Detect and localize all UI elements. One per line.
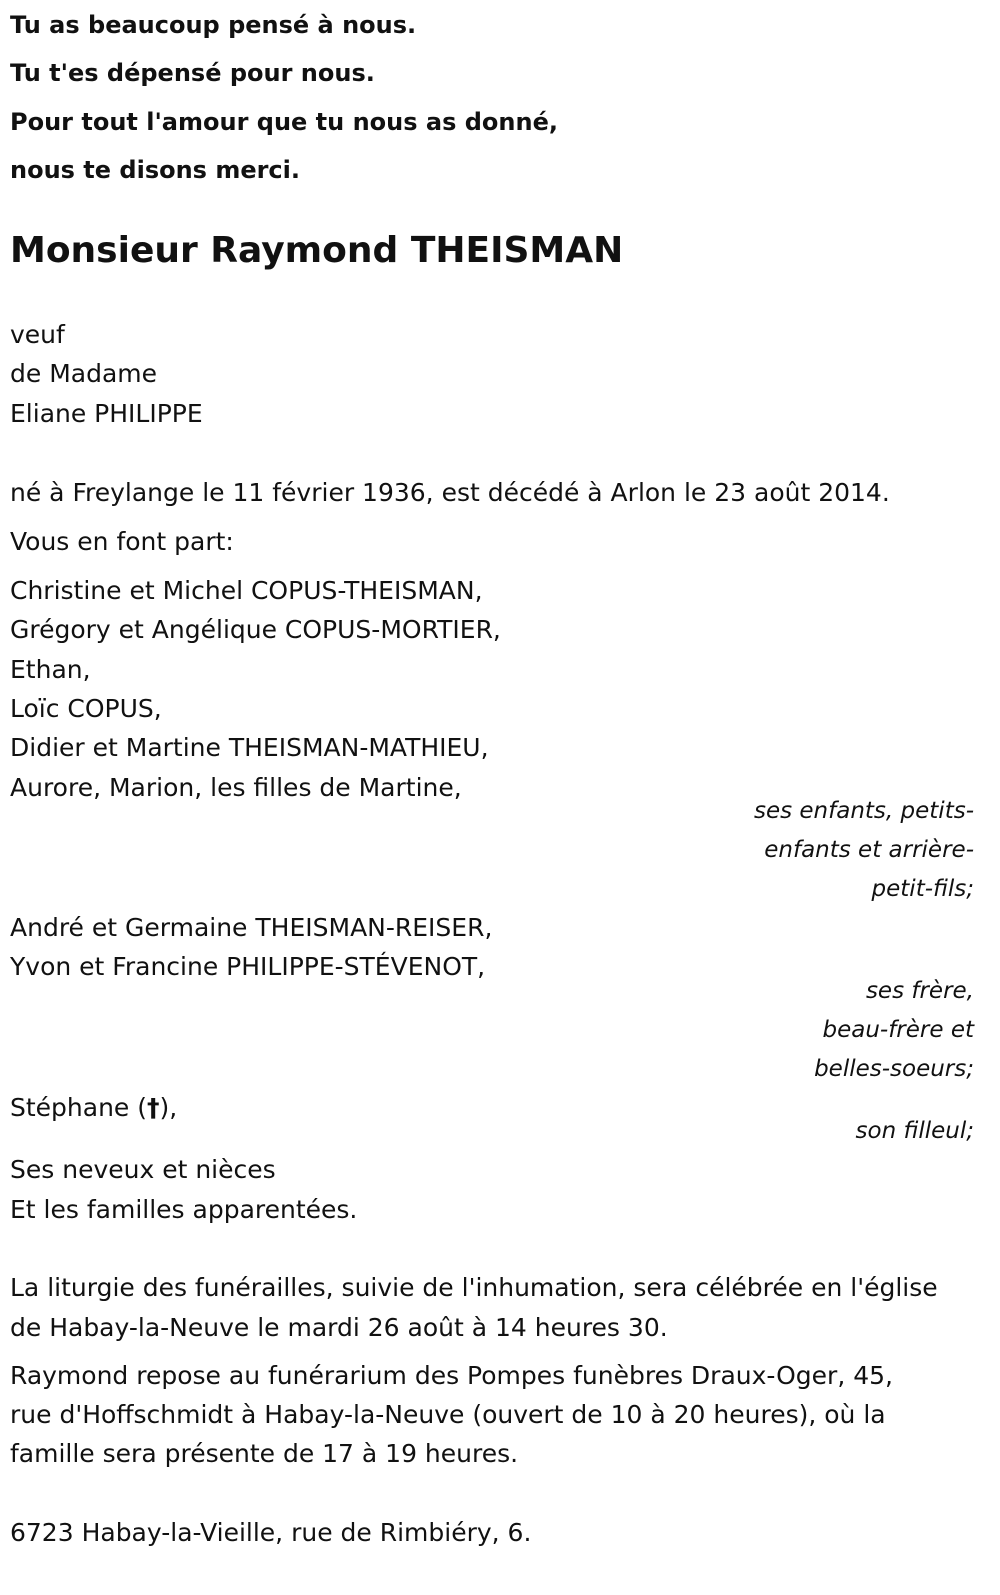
godson-end: ), [159,1093,178,1122]
family-member: Didier et Martine THEISMAN-MATHIEU, [10,733,489,762]
funeral-text: La liturgie des funérailles, suivie de l'inhumation, sera célébrée en l'église [10,1273,938,1302]
family-member: Ethan, [10,655,91,684]
relation-label: beau-frère et [822,1017,974,1043]
widower-line: de Madame [10,359,158,388]
announcement-text: Vous en font part: [10,527,234,556]
family-member: Aurore, Marion, les filles de Martine, [10,773,462,802]
widower-line: Eliane PHILIPPE [10,399,203,428]
family-member: Ses neveux et nièces [10,1155,276,1184]
deceased-name: Monsieur Raymond THEISMAN [10,230,624,271]
godson-name: Stéphane ( [10,1093,148,1122]
relation-label: ses frère, [865,978,974,1004]
family-member: André et Germaine THEISMAN-REISER, [10,913,493,942]
family-member: Yvon et Francine PHILIPPE-STÉVENOT, [10,952,486,981]
poem-line: Pour tout l'amour que tu nous as donné, [10,108,558,136]
godson-line [10,1091,177,1125]
relation-label: enfants et arrière- [764,837,974,863]
relation-label: son filleul; [855,1118,974,1144]
repose-text: Raymond repose au funérarium des Pompes funèbres Draux-Oger, 45, [10,1361,893,1390]
birth-death-text: né à Freylange le 11 février 1936, est décédé à Arlon le 23 août 2014. [10,478,890,507]
poem-line: Tu t'es dépensé pour nous. [10,59,375,87]
poem-line: nous te disons merci. [10,156,301,184]
cross-icon: † [147,1093,160,1122]
repose-text: famille sera présente de 17 à 19 heures. [10,1439,519,1468]
poem-line: Tu as beaucoup pensé à nous. [10,11,417,39]
relation-label: petit-fils; [871,876,974,902]
relation-label: ses enfants, petits- [753,798,974,824]
family-member: Christine et Michel COPUS-THEISMAN, [10,576,483,605]
family-member: Loïc COPUS, [10,694,162,723]
relation-label: belles-soeurs; [814,1056,974,1082]
family-member: Grégory et Angélique COPUS-MORTIER, [10,615,501,644]
repose-text: rue d'Hoffschmidt à Habay-la-Neuve (ouvert de 10 à 20 heures), où la [10,1400,886,1429]
funeral-text: de Habay-la-Neuve le mardi 26 août à 14 heures 30. [10,1313,668,1342]
widower-line: veuf [10,320,65,349]
address-text: 6723 Habay-la-Vieille, rue de Rimbiéry, 6. [10,1518,532,1547]
family-member: Et les familles apparentées. [10,1195,358,1224]
